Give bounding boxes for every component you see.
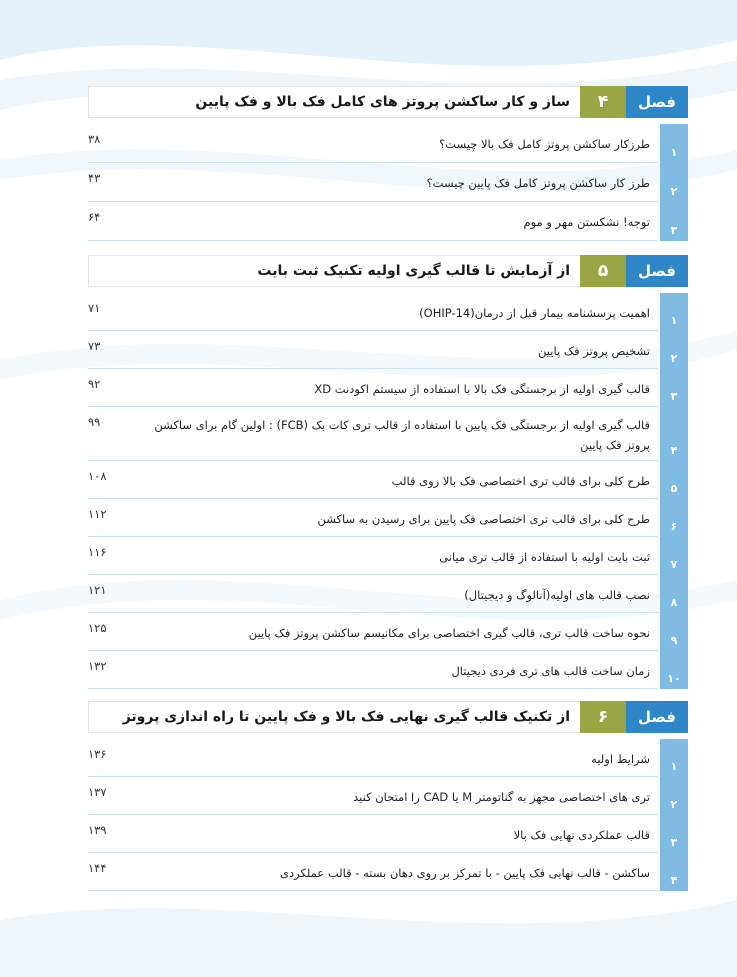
item-title: شرایط اولیه <box>591 751 650 766</box>
item-number: ۲ <box>660 331 688 369</box>
item-number: ۷ <box>660 537 688 575</box>
item-title: قالب گیری اولیه از برجستگی فک پایین با استفاده از قالب تری کات بک (FCB) : اولین گام برای ساکشن پروتز فک پایین <box>154 417 650 452</box>
item-title: تری های اختصاصی مجهز به گناتومتر M یا CAD را امتحان کنید <box>353 789 650 804</box>
item-title: اهمیت پرسشنامه بیمار قبل از درمان(OHIP-14) <box>419 305 650 320</box>
toc-row[interactable] <box>88 499 688 537</box>
toc-row[interactable] <box>88 124 688 163</box>
chapter-label: فصل <box>626 255 688 287</box>
item-title: طرزکار ساکشن پروتز کامل فک بالا چیست؟ <box>439 137 650 151</box>
page-number: ۷۳ <box>88 339 101 353</box>
chapter-title: از آزمایش تا قالب گیری اولیه تکنیک ثبت بایت <box>88 255 580 287</box>
toc-row[interactable] <box>88 739 688 777</box>
toc-row[interactable] <box>88 461 688 499</box>
item-number: ۳ <box>660 815 688 853</box>
chapter-header <box>88 255 688 287</box>
item-number: ۴ <box>660 853 688 891</box>
page-number: ۳۸ <box>88 132 101 146</box>
chapter-5 <box>88 255 688 689</box>
page-number: ۴۳ <box>88 171 101 185</box>
item-title: قالب گیری اولیه از برجستگی فک بالا با استفاده از سیستم اکودنت XD <box>314 381 650 396</box>
toc-row[interactable] <box>88 331 688 369</box>
toc-row[interactable] <box>88 293 688 331</box>
toc-row[interactable] <box>88 853 688 891</box>
item-title: طرز کار ساکشن پروتز کامل فک پایین چیست؟ <box>426 176 650 190</box>
item-number: ۹ <box>660 613 688 651</box>
toc-row[interactable] <box>88 202 688 241</box>
item-title: توجه! نشکستن مهر و موم <box>523 215 650 229</box>
chapter-title: از تکنیک قالب گیری نهایی فک بالا و فک پایین تا راه اندازی پروتز <box>88 701 580 733</box>
item-title: قالب عملکردی نهایی فک بالا <box>513 827 650 842</box>
chapter-header <box>88 86 688 118</box>
item-title: زمان ساخت قالب های تری فردی دیجیتال <box>451 663 650 678</box>
chapter-number: ۴ <box>580 86 626 118</box>
item-number: ۲ <box>660 163 688 202</box>
toc-row[interactable] <box>88 815 688 853</box>
page-number: ۱۳۶ <box>88 747 107 761</box>
item-title: نحوه ساخت قالب تری، قالب گیری اختصاصی برای مکانیسم ساکشن پروتز فک پایین <box>248 625 650 640</box>
item-title: ثبت بایت اولیه با استفاده از قالب تری میانی <box>439 549 650 564</box>
page-number: ۱۳۲ <box>88 659 107 673</box>
item-number: ۳ <box>660 202 688 241</box>
item-title: طرح کلی برای قالب تری اختصاصی فک پایین برای رسیدن به ساکشن <box>317 511 650 526</box>
item-number: ۸ <box>660 575 688 613</box>
item-title: ساکشن - قالب نهایی فک پایین - با تمرکز بر روی دهان بسته - قالب عملکردی <box>280 865 650 880</box>
toc-row[interactable] <box>88 651 688 689</box>
page-number: ۱۳۷ <box>88 785 107 799</box>
item-number: ۱۰ <box>660 651 688 689</box>
page-number: ۹۹ <box>88 415 101 429</box>
chapter-title: ساز و کار ساکشن پروتز های کامل فک بالا و فک پایین <box>88 86 580 118</box>
item-number: ۲ <box>660 777 688 815</box>
item-number: ۶ <box>660 499 688 537</box>
page-number: ۱۴۴ <box>88 861 107 875</box>
page-number: ۱۳۹ <box>88 823 107 837</box>
toc-row[interactable] <box>88 613 688 651</box>
item-title: نصب قالب های اولیه(آنالوگ و دیجیتال) <box>464 587 650 602</box>
page-number: ۷۱ <box>88 301 101 315</box>
chapter-label: فصل <box>626 86 688 118</box>
page-number: ۱۰۸ <box>88 469 107 483</box>
chapter-label: فصل <box>626 701 688 733</box>
item-number: ۴ <box>660 407 688 461</box>
page-number: ۶۴ <box>88 210 101 224</box>
toc-row[interactable] <box>88 369 688 407</box>
item-title: تشخیص پروتز فک پایین <box>538 343 650 358</box>
chapter-number: ۶ <box>580 701 626 733</box>
chapter-6 <box>88 701 688 891</box>
page-number: ۱۱۶ <box>88 545 107 559</box>
chapter-number: ۵ <box>580 255 626 287</box>
page-number: ۹۲ <box>88 377 101 391</box>
toc-row[interactable] <box>88 575 688 613</box>
chapter-4 <box>88 86 688 241</box>
item-number: ۱ <box>660 739 688 777</box>
toc-row[interactable] <box>88 777 688 815</box>
page-number: ۱۲۵ <box>88 621 107 635</box>
item-number: ۳ <box>660 369 688 407</box>
item-number: ۱ <box>660 293 688 331</box>
item-title: طرح کلی برای قالب تری اختصاصی فک بالا روی قالب <box>391 473 650 488</box>
chapter-header <box>88 701 688 733</box>
item-number: ۵ <box>660 461 688 499</box>
item-number: ۱ <box>660 124 688 163</box>
page-number: ۱۲۱ <box>88 583 107 597</box>
toc-row[interactable] <box>88 407 688 461</box>
toc-row[interactable] <box>88 163 688 202</box>
page-number: ۱۱۲ <box>88 507 107 521</box>
toc-row[interactable] <box>88 537 688 575</box>
